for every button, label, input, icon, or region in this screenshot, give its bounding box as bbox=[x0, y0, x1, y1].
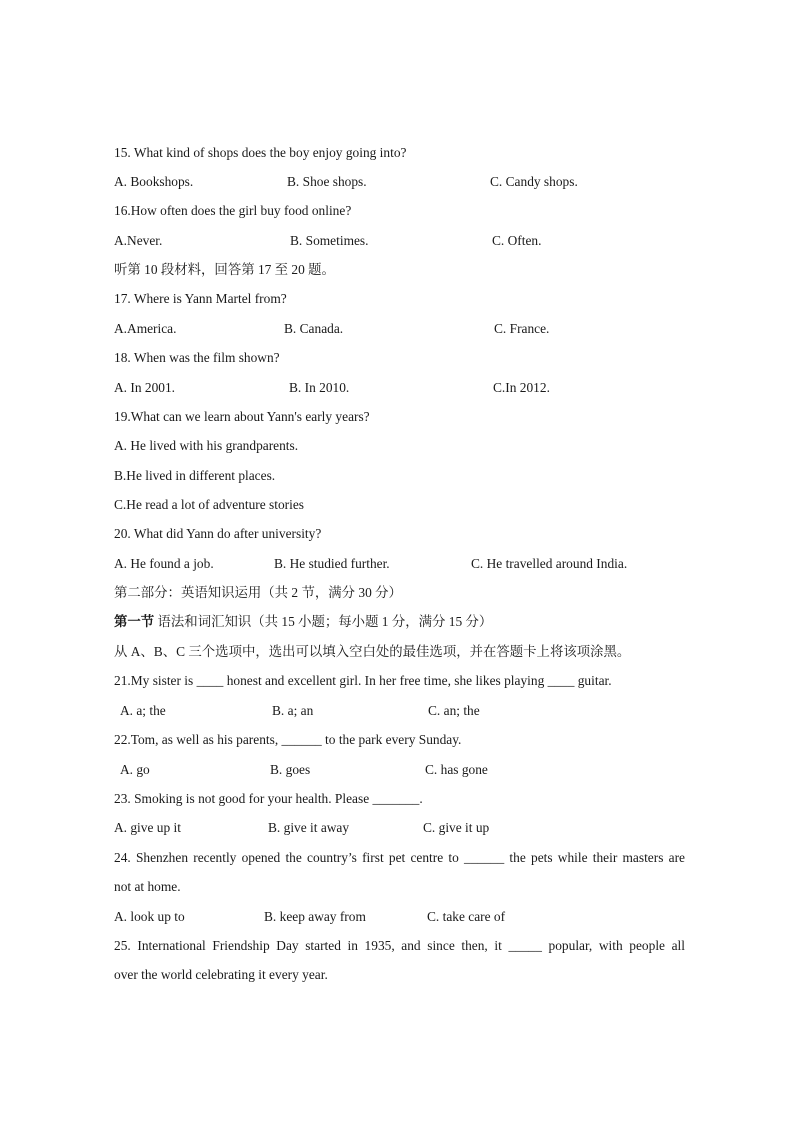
q23-option-b: B. give it away bbox=[268, 820, 350, 835]
q22-option-a: A. go bbox=[120, 762, 150, 777]
q17-option-a: A.America. bbox=[114, 321, 177, 336]
q17-option-c: C. France. bbox=[494, 321, 550, 336]
q16-option-c: C. Often. bbox=[492, 233, 542, 248]
q15-option-c: C. Candy shops. bbox=[490, 174, 578, 189]
q22-option-b: B. goes bbox=[270, 762, 311, 777]
q24-option-a: A. look up to bbox=[114, 909, 185, 924]
q19-option-b: B.He lived in different places. bbox=[114, 468, 276, 483]
q15-option-a: A. Bookshops. bbox=[114, 174, 194, 189]
q17-stem: 17. Where is Yann Martel from? bbox=[114, 291, 287, 306]
section10-note: 听第 10 段材料，回答第 17 至 20 题。 bbox=[114, 262, 335, 277]
q21-option-a: A. a; the bbox=[120, 703, 166, 718]
q19-option-a: A. He lived with his grandparents. bbox=[114, 438, 299, 453]
q25-stem-line2: over the world celebrating it every year. bbox=[114, 967, 328, 982]
q20-option-a: A. He found a job. bbox=[114, 556, 214, 571]
q20-option-c: C. He travelled around India. bbox=[471, 556, 628, 571]
q17-option-b: B. Canada. bbox=[284, 321, 344, 336]
q19-stem: 19.What can we learn about Yann's early years? bbox=[114, 409, 370, 424]
q20-stem: 20. What did Yann do after university? bbox=[114, 526, 322, 541]
section1-title bbox=[114, 614, 492, 630]
q21-option-c: C. an; the bbox=[428, 703, 480, 718]
q22-option-c: C. has gone bbox=[425, 762, 488, 777]
section1-title-bold: 第一节 bbox=[114, 614, 155, 629]
q18-option-b: B. In 2010. bbox=[289, 380, 350, 395]
q24-option-b: B. keep away from bbox=[264, 909, 366, 924]
q24-stem-line2: not at home. bbox=[114, 879, 181, 894]
q16-option-a: A.Never. bbox=[114, 233, 163, 248]
q24-stem-line1: 24. Shenzhen recently opened the country’s first pet centre to ______ the pets while their masters are bbox=[114, 850, 685, 865]
q22-stem: 22.Tom, as well as his parents, ______ to the park every Sunday. bbox=[114, 732, 462, 747]
part2-title: 第二部分：英语知识运用（共 2 节，满分 30 分） bbox=[114, 585, 402, 600]
q23-option-c: C. give it up bbox=[423, 820, 490, 835]
q15-option-b: B. Shoe shops. bbox=[287, 174, 367, 189]
q21-stem: 21.My sister is ____ honest and excellent girl. In her free time, she likes playing ____ guitar. bbox=[114, 673, 612, 688]
section1-title-rest: 语法和词汇知识（共 15 小题；每小题 1 分，满分 15 分） bbox=[154, 614, 493, 629]
q18-option-a: A. In 2001. bbox=[114, 380, 175, 395]
q15-stem: 15. What kind of shops does the boy enjoy going into? bbox=[114, 145, 407, 160]
q18-option-c: C.In 2012. bbox=[493, 380, 550, 395]
q23-option-a: A. give up it bbox=[114, 820, 181, 835]
section1-instruction: 从 A、B、C 三个选项中，选出可以填入空白处的最佳选项，并在答题卡上将该项涂黑。 bbox=[114, 644, 631, 659]
q16-stem: 16.How often does the girl buy food online? bbox=[114, 203, 352, 218]
q24-option-c: C. take care of bbox=[427, 909, 506, 924]
q18-stem: 18. When was the film shown? bbox=[114, 350, 280, 365]
q23-stem: 23. Smoking is not good for your health. Please _______. bbox=[114, 791, 423, 806]
q19-option-c: C.He read a lot of adventure stories bbox=[114, 497, 305, 512]
q16-option-b: B. Sometimes. bbox=[290, 233, 369, 248]
q20-option-b: B. He studied further. bbox=[274, 556, 390, 571]
q21-option-b: B. a; an bbox=[272, 703, 314, 718]
q25-stem-line1: 25. International Friendship Day started in 1935, and since then, it _____ popular, with people all bbox=[114, 938, 685, 953]
